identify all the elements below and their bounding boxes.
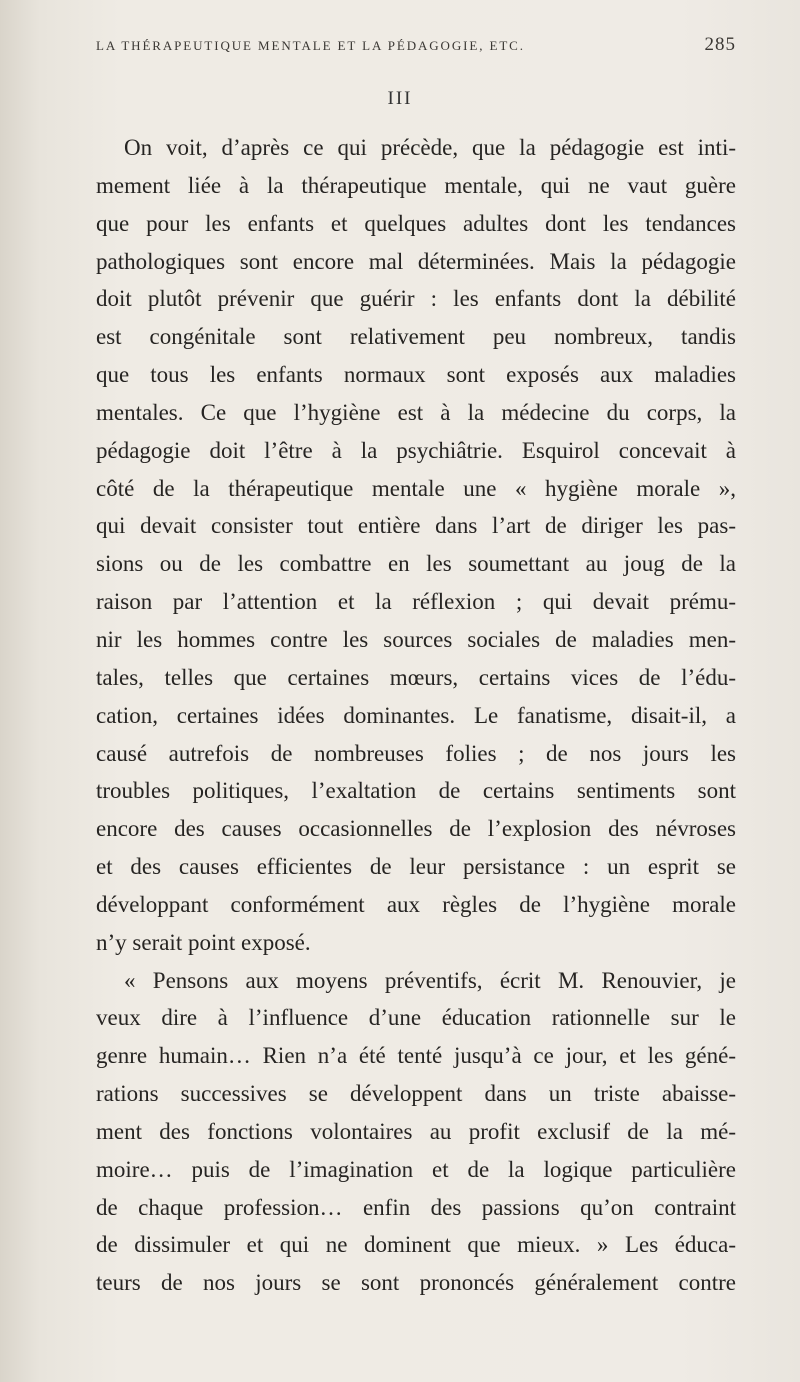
text-line: de chaque profession… enfin des passions qu’on contraint	[96, 1194, 736, 1220]
text-line: moire… puis de l’imagination et de la logique particulière	[96, 1156, 736, 1182]
text-line: côté de la thérapeutique mentale une « hygiène morale »,	[96, 475, 736, 501]
text-line: doit plutôt prévenir que guérir : les enfants dont la débilité	[96, 286, 736, 312]
running-title: LA THÉRAPEUTIQUE MENTALE ET LA PÉDAGOGIE, ETC.	[96, 38, 525, 53]
text-line: causé autrefois de nombreuses folies ; de nos jours les	[96, 740, 736, 766]
text-line: troubles politiques, l’exaltation de certains sentiments sont	[96, 778, 736, 804]
text-line: développant conformément aux règles de l’hygiène morale	[96, 891, 736, 917]
text-line: raison par l’attention et la réflexion ; qui devait prému-	[96, 589, 736, 615]
text-line: est congénitale sont relativement peu nombreux, tandis	[96, 324, 736, 350]
text-line: encore des causes occasionnelles de l’explosion des névroses	[96, 816, 736, 842]
text-line: pathologiques sont encore mal déterminées. Mais la pédagogie	[96, 248, 736, 274]
text-line: genre humain… Rien n’a été tenté jusqu’à ce jour, et les géné-	[96, 1043, 736, 1069]
text-line: ment des fonctions volontaires au profit exclusif de la mé-	[96, 1118, 736, 1144]
page-number: 285	[704, 34, 736, 55]
text-line: sions ou de les combattre en les soumettant au joug de la	[96, 551, 736, 577]
text-line: de dissimuler et qui ne dominent que mieux. » Les éduca-	[96, 1232, 736, 1258]
running-header	[96, 34, 736, 60]
text-line: mentales. Ce que l’hygiène est à la médecine du corps, la	[96, 399, 736, 425]
body-text	[96, 129, 736, 1302]
section-number: III	[387, 88, 413, 109]
text-line: pédagogie doit l’être à la psychiâtrie. Esquirol concevait à	[96, 437, 736, 463]
text-line: qui devait consister tout entière dans l’art de diriger les pas-	[96, 513, 736, 539]
text-line: cation, certaines idées dominantes. Le fanatisme, disait-il, a	[96, 702, 736, 728]
text-line: veux dire à l’influence d’une éducation rationnelle sur le	[96, 1005, 736, 1031]
text-line: nir les hommes contre les sources sociales de maladies men-	[96, 626, 736, 652]
text-line: n’y serait point exposé.	[96, 929, 311, 955]
text-line: On voit, d’après ce qui précède, que la pédagogie est inti-	[124, 135, 736, 160]
text-line: teurs de nos jours se sont prononcés généralement contre	[96, 1270, 736, 1296]
text-line: que pour les enfants et quelques adultes dont les tendances	[96, 210, 736, 236]
text-line: rations successives se développent dans un triste abaisse-	[96, 1081, 736, 1107]
text-line: tales, telles que certaines mœurs, certains vices de l’édu-	[96, 664, 736, 690]
text-line: et des causes efficientes de leur persistance : un esprit se	[96, 854, 736, 880]
text-line: « Pensons aux moyens préventifs, écrit M. Renouvier, je	[124, 967, 736, 993]
text-line: mement liée à la thérapeutique mentale, qui ne vaut guère	[96, 172, 736, 198]
text-line: que tous les enfants normaux sont exposés aux maladies	[96, 362, 736, 388]
